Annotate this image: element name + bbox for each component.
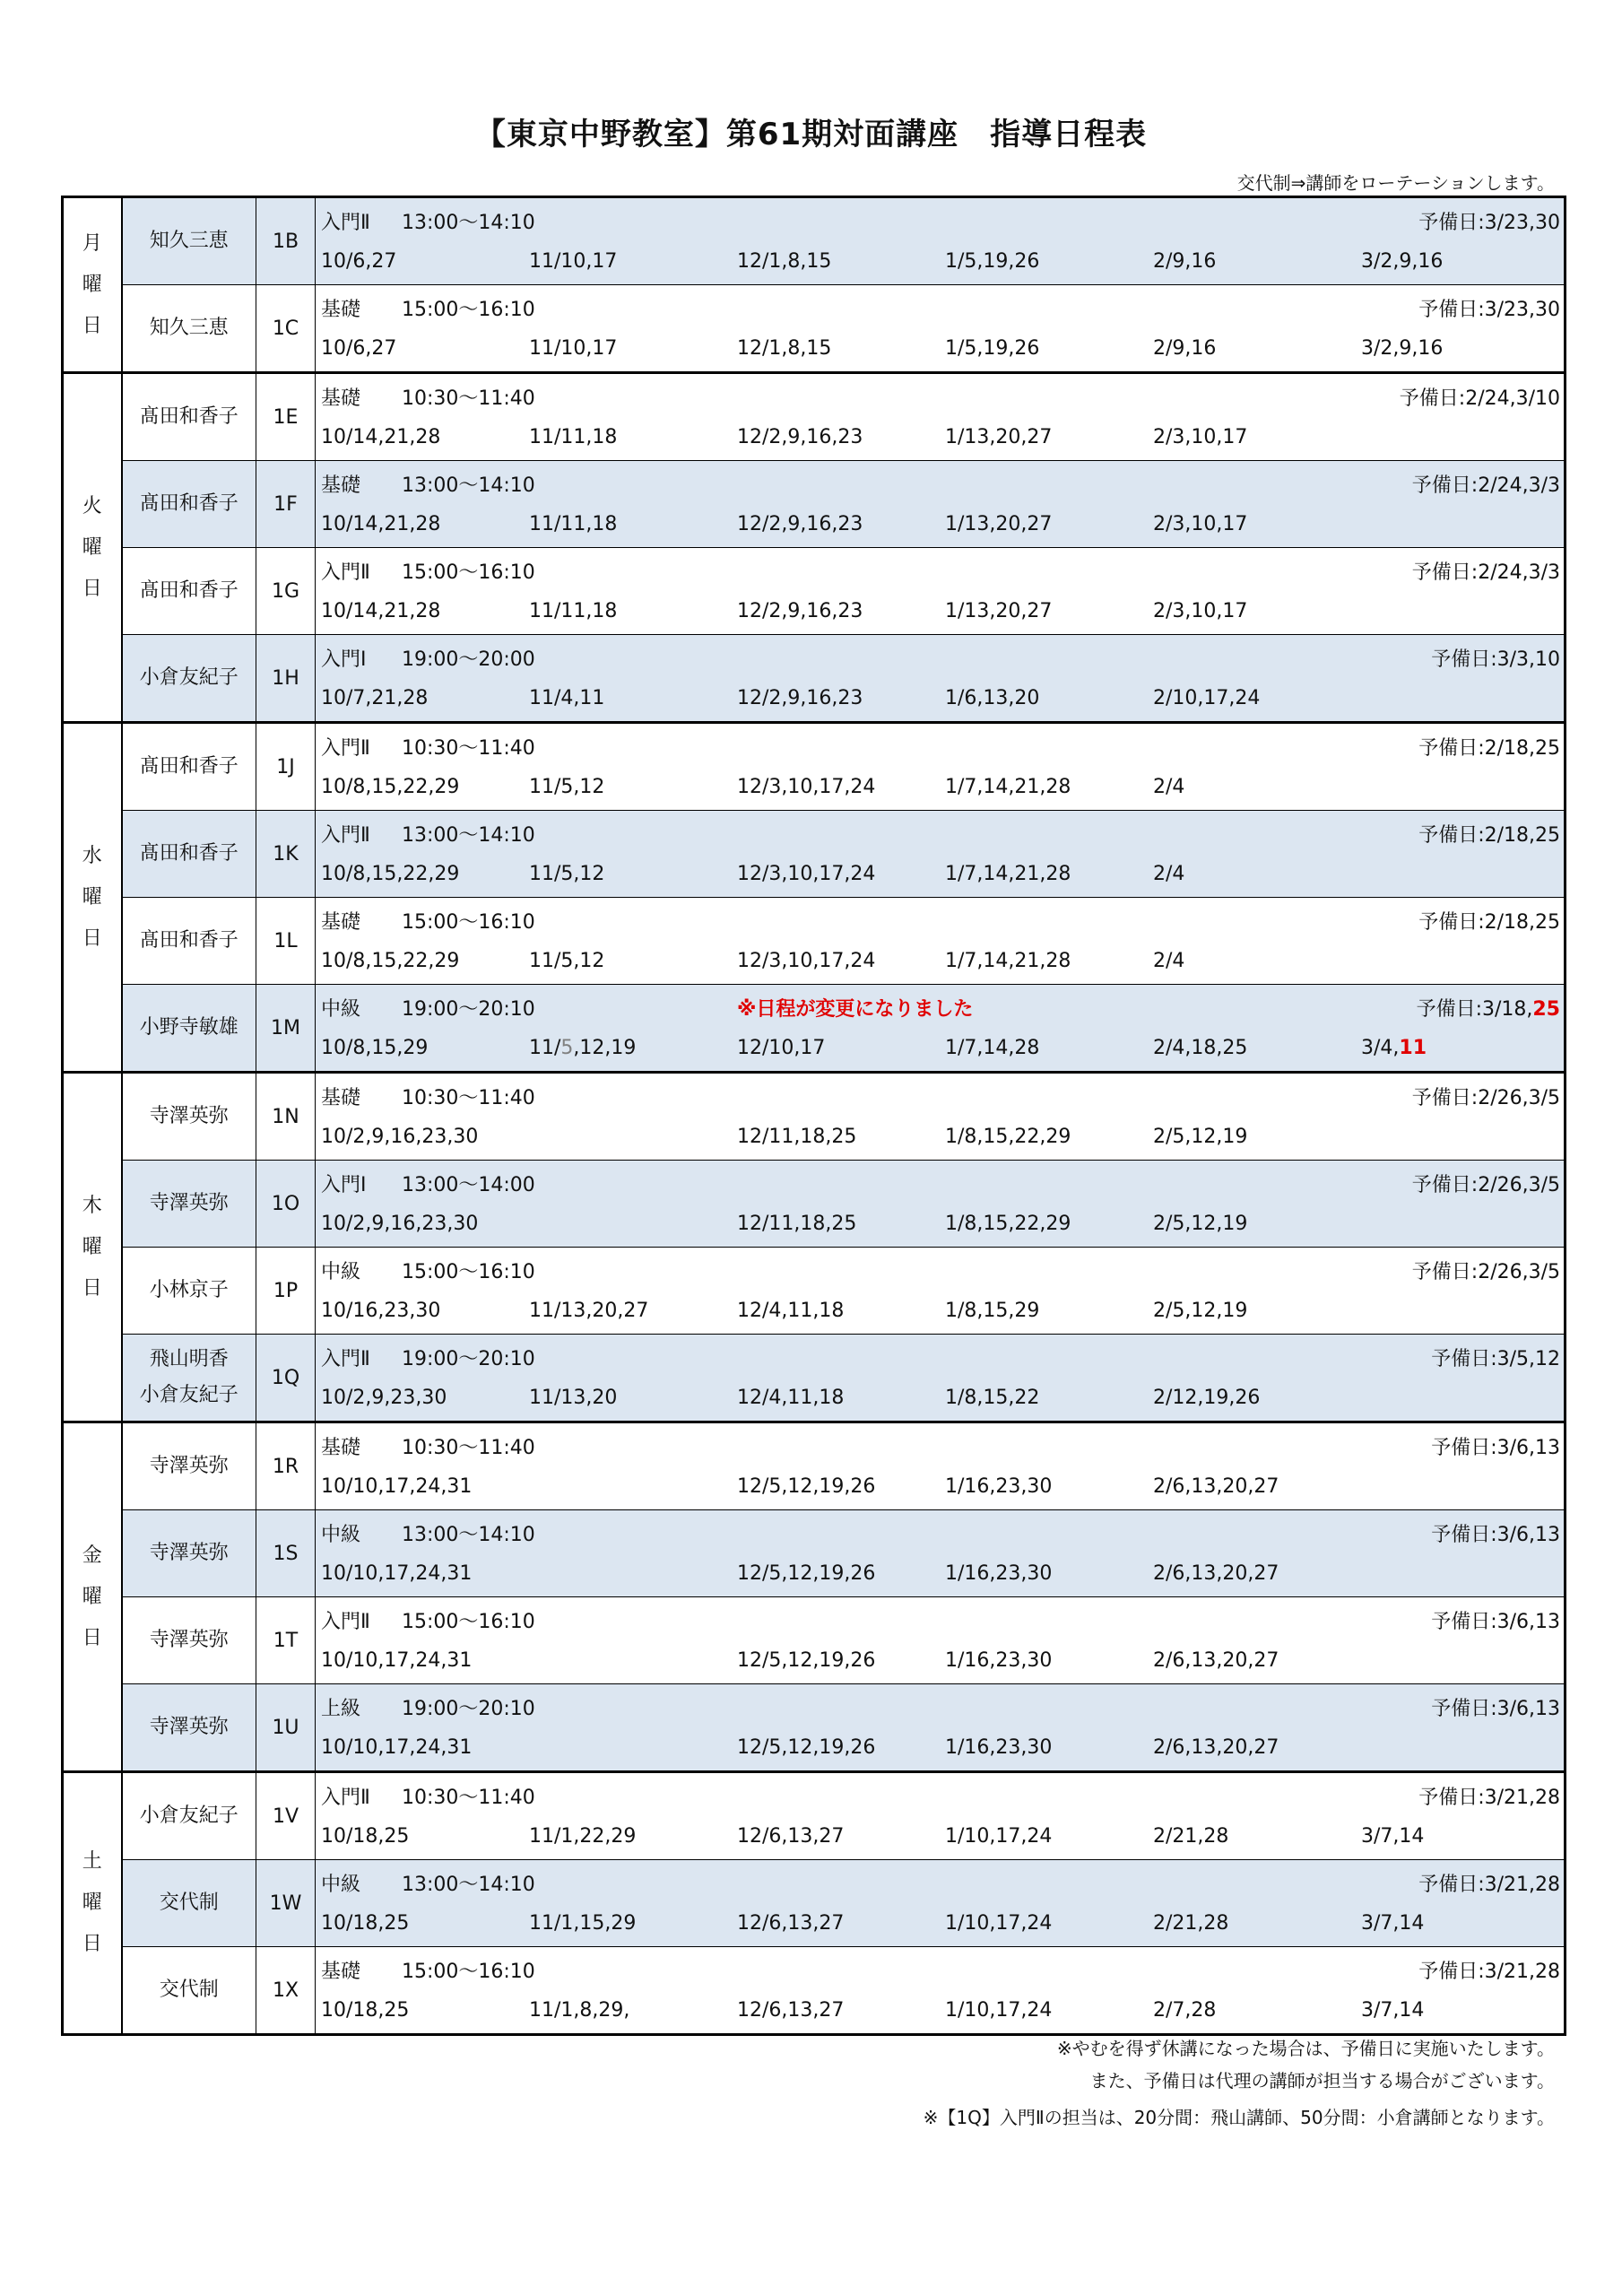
level: 中級 (321, 1874, 361, 1896)
mar-prefix: 3/4, (1361, 1037, 1400, 1059)
dates-feb: 2/6,13,20,27 (1153, 1649, 1279, 1672)
dates-jan: 1/5,19,26 (945, 337, 1040, 360)
teacher-cell: 髙田和香子 (122, 811, 256, 898)
dates-feb: 2/4,18,25 (1153, 1037, 1248, 1059)
teacher-cell: 髙田和香子 (122, 548, 256, 635)
dates-mar: 3/2,9,16 (1361, 337, 1444, 360)
dates-oct: 10/2,9,23,30 (321, 1387, 447, 1409)
dates-oct: 10/10,17,24,31 (321, 1562, 473, 1585)
dates-dec: 12/2,9,16,23 (737, 600, 863, 622)
schedule-cell (316, 1947, 1566, 2035)
dates-feb: 2/5,12,19 (1153, 1213, 1248, 1235)
teacher-cell: 知久三恵 (122, 197, 256, 285)
class-code: 1M (256, 985, 316, 1073)
reserve-days: 予備日:3/21,28 (1418, 1874, 1560, 1896)
dates-oct: 10/18,25 (321, 1912, 410, 1935)
teacher-name-2: 小倉友紀子 (139, 1384, 239, 1406)
dates-jan: 1/16,23,30 (945, 1649, 1053, 1672)
dates-dec: 12/4,11,18 (737, 1387, 845, 1409)
reserve-days (1417, 994, 1560, 1022)
dates-mar: 3/7,14 (1361, 1999, 1425, 2022)
reserve-days: 予備日:3/6,13 (1431, 1437, 1560, 1459)
level: 中級 (321, 998, 361, 1021)
day-text: 土 曜 日 (82, 1850, 102, 1955)
reserve-days: 予備日:3/23,30 (1418, 212, 1560, 234)
dates-feb: 2/3,10,17 (1153, 513, 1248, 535)
day-text: 月 曜 日 (82, 231, 102, 337)
teacher-cell: 知久三恵 (122, 285, 256, 373)
reserve-days: 予備日:2/26,3/5 (1411, 1261, 1560, 1283)
dates-dec: 12/10,17 (737, 1037, 826, 1059)
dates-nov: 11/1,8,29, (529, 1999, 630, 2022)
day-label-tuesday (63, 373, 122, 723)
dates-dec: 12/1,8,15 (737, 337, 832, 360)
time: 13:00～14:10 (402, 1874, 535, 1896)
class-code: 1Q (256, 1335, 316, 1422)
reserve-days: 予備日:2/18,25 (1418, 737, 1560, 760)
time: 10:30～11:40 (402, 737, 535, 760)
dates-feb: 2/4 (1153, 776, 1185, 798)
teacher-cell: 髙田和香子 (122, 723, 256, 811)
level: 基礎 (321, 1087, 361, 1109)
dates-nov: 11/13,20,27 (529, 1300, 649, 1322)
time: 19:00～20:10 (402, 1348, 535, 1370)
dates-feb: 2/5,12,19 (1153, 1300, 1248, 1322)
schedule-cell (316, 1860, 1566, 1947)
footer-note-1: ※やむを得ず休講になった場合は、予備日に実施いたします。 (1056, 2038, 1555, 2059)
teacher-cell: 髙田和香子 (122, 461, 256, 548)
dates-dec: 12/6,13,27 (737, 1912, 845, 1935)
level: 入門Ⅱ (321, 1348, 370, 1370)
schedule-cell (316, 461, 1566, 548)
dates-nov: 11/1,22,29 (529, 1825, 637, 1848)
dates-jan: 1/8,15,22 (945, 1387, 1040, 1409)
dates-jan: 1/13,20,27 (945, 600, 1053, 622)
day-label-monday (63, 197, 122, 373)
schedule-cell (316, 1248, 1566, 1335)
dates-mar (1361, 1037, 1427, 1059)
class-code: 1H (256, 635, 316, 723)
class-code: 1W (256, 1860, 316, 1947)
reserve-days: 予備日:3/6,13 (1431, 1611, 1560, 1633)
time: 10:30～11:40 (402, 1087, 535, 1109)
dates-dec: 12/11,18,25 (737, 1213, 857, 1235)
reserve-days: 予備日:2/18,25 (1418, 824, 1560, 847)
reserve-days: 予備日:3/3,10 (1431, 648, 1560, 671)
teacher-cell: 髙田和香子 (122, 898, 256, 985)
dates-mar: 3/7,14 (1361, 1825, 1425, 1848)
dates-nov: 11/10,17 (529, 337, 618, 360)
mar-changed: 11 (1399, 1037, 1427, 1059)
dates-nov: 11/11,18 (529, 513, 618, 535)
schedule-cell (316, 1510, 1566, 1597)
schedule-cell (316, 1684, 1566, 1772)
schedule-cell (316, 811, 1566, 898)
reserve-days: 予備日:2/24,3/10 (1399, 387, 1560, 410)
teacher-cell: 小野寺敏雄 (122, 985, 256, 1073)
level: 基礎 (321, 387, 361, 410)
time: 10:30～11:40 (402, 1787, 535, 1809)
teacher-cell: 小倉友紀子 (122, 1772, 256, 1860)
level: 入門Ⅱ (321, 824, 370, 847)
dates-feb: 2/6,13,20,27 (1153, 1562, 1279, 1585)
time: 19:00～20:10 (402, 1698, 535, 1720)
teacher-cell: 寺澤英弥 (122, 1597, 256, 1684)
dates-nov: 11/5,12 (529, 950, 605, 972)
dates-feb: 2/4 (1153, 863, 1185, 885)
class-code: 1F (256, 461, 316, 548)
reserve-prefix: 予備日:3/18, (1416, 998, 1533, 1021)
dates-feb: 2/10,17,24 (1153, 687, 1261, 709)
dates-dec: 12/3,10,17,24 (737, 776, 876, 798)
time: 10:30～11:40 (402, 1437, 535, 1459)
dates-dec: 12/6,13,27 (737, 1999, 845, 2022)
class-code: 1J (256, 723, 316, 811)
time: 15:00～16:10 (402, 911, 535, 934)
dates-oct: 10/18,25 (321, 1825, 410, 1848)
dates-dec: 12/5,12,19,26 (737, 1649, 876, 1672)
dates-nov: 11/11,18 (529, 426, 618, 448)
dates-oct: 10/6,27 (321, 250, 397, 273)
class-code: 1O (256, 1161, 316, 1248)
dates-oct: 10/10,17,24,31 (321, 1475, 473, 1498)
reserve-days: 予備日:3/21,28 (1418, 1961, 1560, 1983)
dates-jan: 1/7,14,21,28 (945, 863, 1071, 885)
dates-feb: 2/3,10,17 (1153, 600, 1248, 622)
dates-nov: 11/5,12 (529, 776, 605, 798)
footer-note-2: また、予備日は代理の講師が担当する場合がございます。 (1089, 2070, 1555, 2092)
schedule-cell (316, 1597, 1566, 1684)
dates-nov: 11/11,18 (529, 600, 618, 622)
dates-dec: 12/5,12,19,26 (737, 1475, 876, 1498)
teacher-cell: 小倉友紀子 (122, 635, 256, 723)
dates-jan: 1/10,17,24 (945, 1912, 1053, 1935)
reserve-days: 予備日:2/24,3/3 (1411, 561, 1560, 584)
dates-feb: 2/7,28 (1153, 1999, 1217, 2022)
nov-suffix: ,12,19 (573, 1037, 637, 1059)
dates-jan: 1/7,14,28 (945, 1037, 1040, 1059)
class-code: 1C (256, 285, 316, 373)
dates-jan: 1/10,17,24 (945, 1999, 1053, 2022)
time: 19:00～20:10 (402, 998, 535, 1021)
level: 基礎 (321, 299, 361, 321)
class-code: 1B (256, 197, 316, 285)
teacher-cell: 交代制 (122, 1947, 256, 2035)
dates-oct: 10/6,27 (321, 337, 397, 360)
dates-jan: 1/16,23,30 (945, 1562, 1053, 1585)
reserve-days: 予備日:3/23,30 (1418, 299, 1560, 321)
schedule-changed-notice: ※日程が変更になりました (737, 998, 974, 1021)
level: 入門Ⅰ (321, 1174, 367, 1196)
dates-feb: 2/6,13,20,27 (1153, 1736, 1279, 1759)
dates-feb: 2/5,12,19 (1153, 1126, 1248, 1148)
rotation-note: 交代制⇒講師をローテーションします。 (1236, 172, 1555, 194)
dates-oct: 10/7,21,28 (321, 687, 429, 709)
day-text: 火 曜 日 (82, 494, 102, 600)
reserve-days: 予備日:3/21,28 (1418, 1787, 1560, 1809)
dates-nov: 11/1,15,29 (529, 1912, 637, 1935)
class-code: 1V (256, 1772, 316, 1860)
dates-jan: 1/8,15,29 (945, 1300, 1040, 1322)
dates-feb: 2/3,10,17 (1153, 426, 1248, 448)
dates-oct: 10/8,15,22,29 (321, 776, 460, 798)
time: 15:00～16:10 (402, 561, 535, 584)
footer-note-3: ※【1Q】入門Ⅱの担当は、20分間：飛山講師、50分間：小倉講師となります。 (923, 2107, 1555, 2128)
page-title: 【東京中野教室】第61期対面講座 指導日程表 (474, 117, 1148, 152)
dates-dec: 12/3,10,17,24 (737, 863, 876, 885)
schedule-cell (316, 1422, 1566, 1510)
dates-jan: 1/8,15,22,29 (945, 1213, 1071, 1235)
class-code: 1X (256, 1947, 316, 2035)
dates-oct: 10/2,9,16,23,30 (321, 1213, 479, 1235)
day-text: 木 曜 日 (82, 1194, 102, 1300)
teacher-cell (122, 1335, 256, 1422)
dates-mar: 3/2,9,16 (1361, 250, 1444, 273)
dates-jan: 1/16,23,30 (945, 1736, 1053, 1759)
time: 15:00～16:10 (402, 1261, 535, 1283)
level: 入門Ⅰ (321, 648, 367, 671)
time: 13:00～14:10 (402, 1524, 535, 1546)
dates-mar: 3/7,14 (1361, 1912, 1425, 1935)
schedule-cell (316, 1772, 1566, 1860)
teacher-cell: 髙田和香子 (122, 373, 256, 461)
level: 入門Ⅱ (321, 212, 370, 234)
level: 入門Ⅱ (321, 1787, 370, 1809)
teacher-cell: 寺澤英弥 (122, 1073, 256, 1161)
day-label-saturday (63, 1772, 122, 2035)
dates-oct: 10/8,15,29 (321, 1037, 429, 1059)
level: 基礎 (321, 474, 361, 497)
reserve-days: 予備日:2/26,3/5 (1411, 1174, 1560, 1196)
level: 入門Ⅱ (321, 561, 370, 584)
level: 基礎 (321, 1437, 361, 1459)
dates-jan: 1/7,14,21,28 (945, 950, 1071, 972)
class-code: 1N (256, 1073, 316, 1161)
dates-oct: 10/10,17,24,31 (321, 1736, 473, 1759)
dates-jan: 1/6,13,20 (945, 687, 1040, 709)
dates-feb: 2/9,16 (1153, 337, 1217, 360)
dates-dec: 12/11,18,25 (737, 1126, 857, 1148)
class-code: 1T (256, 1597, 316, 1684)
dates-dec: 12/6,13,27 (737, 1825, 845, 1848)
dates-nov: 11/4,11 (529, 687, 605, 709)
day-label-wednesday (63, 723, 122, 1073)
dates-feb: 2/21,28 (1153, 1825, 1229, 1848)
dates-feb: 2/9,16 (1153, 250, 1217, 273)
dates-jan: 1/10,17,24 (945, 1825, 1053, 1848)
dates-oct: 10/14,21,28 (321, 426, 441, 448)
dates-feb: 2/12,19,26 (1153, 1387, 1261, 1409)
dates-oct: 10/8,15,22,29 (321, 863, 460, 885)
schedule-cell (316, 985, 1566, 1073)
nov-prefix: 11/ (529, 1037, 561, 1059)
nov-changed: 5 (560, 1037, 574, 1059)
class-code: 1K (256, 811, 316, 898)
level: 入門Ⅱ (321, 737, 370, 760)
teacher-cell: 寺澤英弥 (122, 1510, 256, 1597)
day-text: 金 曜 日 (82, 1544, 102, 1649)
dates-nov: 11/13,20 (529, 1387, 618, 1409)
level: 中級 (321, 1524, 361, 1546)
day-label-friday (63, 1422, 122, 1772)
time: 13:00～14:00 (402, 1174, 535, 1196)
level: 基礎 (321, 1961, 361, 1983)
teacher-name-1: 飛山明香 (149, 1348, 229, 1370)
level: 基礎 (321, 911, 361, 934)
dates-feb: 2/6,13,20,27 (1153, 1475, 1279, 1498)
level: 中級 (321, 1261, 361, 1283)
time: 15:00～16:10 (402, 299, 535, 321)
dates-jan: 1/5,19,26 (945, 250, 1040, 273)
dates-dec: 12/3,10,17,24 (737, 950, 876, 972)
dates-feb: 2/21,28 (1153, 1912, 1229, 1935)
class-code: 1R (256, 1422, 316, 1510)
time: 10:30～11:40 (402, 387, 535, 410)
time: 13:00～14:10 (402, 474, 535, 497)
reserve-days: 予備日:3/5,12 (1431, 1348, 1560, 1370)
dates-oct: 10/14,21,28 (321, 600, 441, 622)
dates-oct: 10/10,17,24,31 (321, 1649, 473, 1672)
dates-nov: 11/10,17 (529, 250, 618, 273)
reserve-changed: 25 (1532, 998, 1560, 1021)
schedule-cell (316, 1161, 1566, 1248)
time: 19:00～20:00 (402, 648, 535, 671)
day-text: 水 曜 日 (82, 844, 102, 950)
class-code: 1U (256, 1684, 316, 1772)
schedule-cell (316, 1073, 1566, 1161)
schedule-cell (316, 285, 1566, 373)
dates-dec: 12/5,12,19,26 (737, 1736, 876, 1759)
level: 入門Ⅱ (321, 1611, 370, 1633)
class-code: 1G (256, 548, 316, 635)
schedule-table (61, 196, 1566, 2036)
reserve-days: 予備日:2/26,3/5 (1411, 1087, 1560, 1109)
class-code: 1P (256, 1248, 316, 1335)
reserve-days: 予備日:2/24,3/3 (1411, 474, 1560, 497)
dates-dec: 12/5,12,19,26 (737, 1562, 876, 1585)
dates-jan: 1/7,14,21,28 (945, 776, 1071, 798)
schedule-cell (316, 373, 1566, 461)
dates-oct: 10/2,9,16,23,30 (321, 1126, 479, 1148)
day-label-thursday (63, 1073, 122, 1422)
teacher-cell: 寺澤英弥 (122, 1161, 256, 1248)
dates-jan: 1/13,20,27 (945, 513, 1053, 535)
level: 上級 (321, 1698, 361, 1720)
schedule-cell (316, 197, 1566, 285)
teacher-cell: 寺澤英弥 (122, 1684, 256, 1772)
class-code: 1S (256, 1510, 316, 1597)
schedule-cell (316, 898, 1566, 985)
time: 13:00～14:10 (402, 212, 535, 234)
dates-nov (529, 1037, 636, 1059)
reserve-days: 予備日:3/6,13 (1431, 1524, 1560, 1546)
dates-oct: 10/16,23,30 (321, 1300, 441, 1322)
dates-dec: 12/4,11,18 (737, 1300, 845, 1322)
class-code: 1E (256, 373, 316, 461)
dates-dec: 12/2,9,16,23 (737, 426, 863, 448)
dates-jan: 1/13,20,27 (945, 426, 1053, 448)
dates-jan: 1/16,23,30 (945, 1475, 1053, 1498)
schedule-cell (316, 635, 1566, 723)
dates-oct: 10/14,21,28 (321, 513, 441, 535)
dates-dec: 12/2,9,16,23 (737, 687, 863, 709)
schedule-cell (316, 1335, 1566, 1422)
reserve-days: 予備日:2/18,25 (1418, 911, 1560, 934)
time: 13:00～14:10 (402, 824, 535, 847)
dates-dec: 12/1,8,15 (737, 250, 832, 273)
teacher-cell: 交代制 (122, 1860, 256, 1947)
schedule-cell (316, 548, 1566, 635)
time: 15:00～16:10 (402, 1961, 535, 1983)
teacher-cell: 小林京子 (122, 1248, 256, 1335)
time: 15:00～16:10 (402, 1611, 535, 1633)
dates-nov: 11/5,12 (529, 863, 605, 885)
class-code: 1L (256, 898, 316, 985)
dates-jan: 1/8,15,22,29 (945, 1126, 1071, 1148)
dates-oct: 10/8,15,22,29 (321, 950, 460, 972)
dates-oct: 10/18,25 (321, 1999, 410, 2022)
schedule-cell (316, 723, 1566, 811)
dates-feb: 2/4 (1153, 950, 1185, 972)
reserve-days: 予備日:3/6,13 (1431, 1698, 1560, 1720)
teacher-cell: 寺澤英弥 (122, 1422, 256, 1510)
dates-dec: 12/2,9,16,23 (737, 513, 863, 535)
